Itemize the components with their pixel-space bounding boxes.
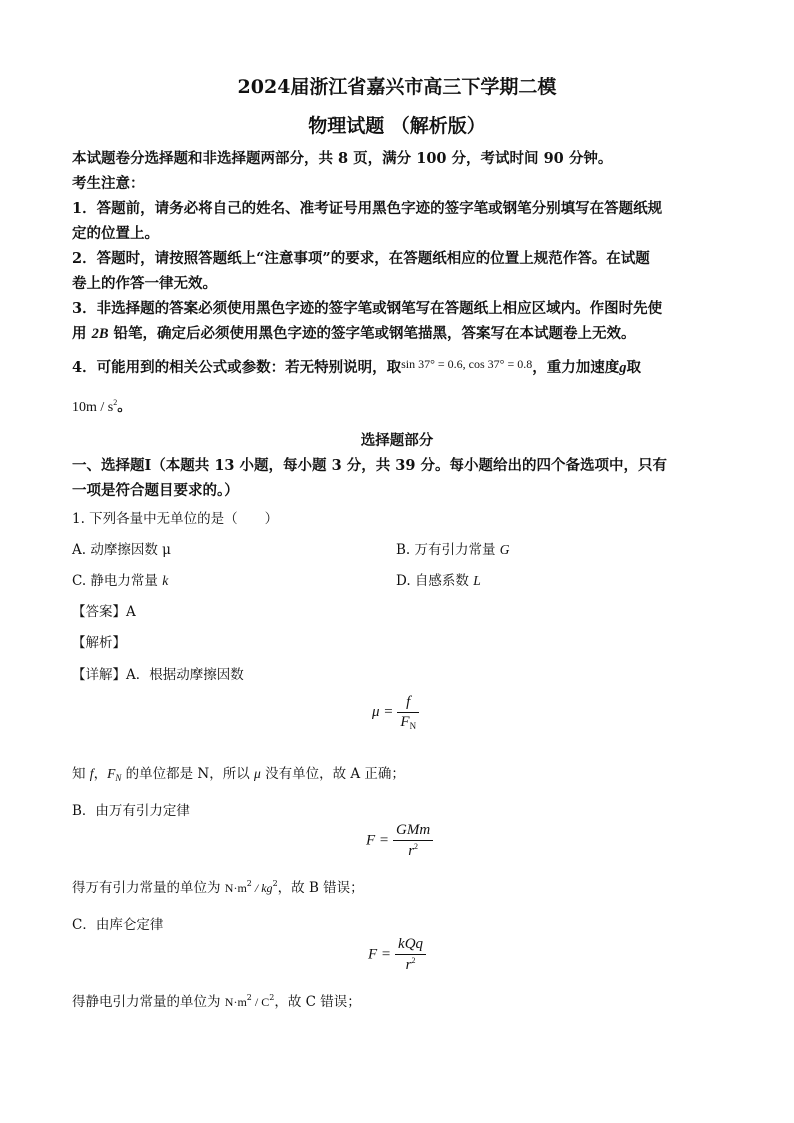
option-a: A. 动摩擦因数 μ xyxy=(72,542,171,558)
coulomb-denominator-symbol: r xyxy=(405,957,412,973)
symbol-f: f xyxy=(89,766,94,781)
coulomb-formula xyxy=(368,936,426,974)
symbol-F-subscript: N xyxy=(115,773,122,783)
instruction-2a: 2．答题时，请按照答题纸上“注意事项”的要求，在答题纸相应的位置上规范作答。在试题 xyxy=(72,250,650,267)
gravitation-denominator xyxy=(393,841,433,860)
answer-value: A xyxy=(126,604,136,620)
gravitation-numerator: GMm xyxy=(393,822,433,841)
instruction-4-pre: 4．可能用到的相关公式或参数：若无特别说明，取 xyxy=(72,359,402,376)
part1-heading-a: 一、选择题Ⅰ（本题共 13 小题，每小题 3 分，共 39 分。每小题给出的四个备选项中，只有 xyxy=(72,457,668,474)
gravitation-unit-mass-exponent: 2 xyxy=(272,879,278,888)
part1-heading-b: 一项是符合题目要求的。） xyxy=(72,482,239,499)
question-stem: 1. 下列各量中无单位的是（ ） xyxy=(72,511,279,527)
instruction-3a: 3．非选择题的答案必须使用黑色字迹的签字笔或钢笔写在答题纸上相应区域内。作图时先使 xyxy=(72,300,663,317)
symbol-mu: μ xyxy=(254,766,261,781)
answer-label: 【答案】 xyxy=(72,604,126,620)
explanation-a-sep: ， xyxy=(93,766,108,782)
instruction-4-post: 取 xyxy=(626,359,641,376)
gravity-value xyxy=(72,395,132,416)
explanation-a-post: 没有单位，故 A 正确； xyxy=(260,766,405,782)
instruction-3b xyxy=(72,322,636,343)
instruction-4-mid: ，重力加速度 xyxy=(532,359,620,376)
pencil-grade: 2B xyxy=(91,326,109,342)
option-c-symbol: k xyxy=(162,573,169,588)
answer-line xyxy=(72,600,136,620)
explanation-b-result xyxy=(72,876,364,896)
friction-denominator-symbol: F xyxy=(400,714,410,730)
coulomb-formula-lhs: F = xyxy=(368,946,392,963)
detail-line: 【详解】A．根据动摩擦因数 xyxy=(72,667,244,683)
instruction-3b-post: 铅笔，确定后必须使用黑色字迹的签字笔或钢笔描黑，答案写在本试题卷上无效。 xyxy=(108,325,636,342)
document-title: 2024届浙江省嘉兴市高三下学期二模 xyxy=(237,76,557,98)
option-b-symbol: G xyxy=(499,542,510,557)
instruction-2b: 卷上的作答一律无效。 xyxy=(72,275,217,292)
intro-line: 本试题卷分选择题和非选择题两部分，共 8 页，满分 100 分，考试时间 90 分钟。 xyxy=(72,150,613,167)
gravitation-fraction xyxy=(393,822,433,860)
explanation-c-result xyxy=(72,990,361,1010)
coulomb-unit: N·m xyxy=(224,995,247,1009)
option-b-label: B. 万有引力常量 xyxy=(396,542,500,558)
gravity-unit: 10m / s xyxy=(72,400,114,415)
notice-heading: 考生注意： xyxy=(72,175,145,192)
coulomb-denominator-exponent: 2 xyxy=(411,956,416,965)
instruction-1b: 定的位置上。 xyxy=(72,225,159,242)
gravity-symbol: g xyxy=(619,360,627,376)
gravitation-denominator-exponent: 2 xyxy=(414,842,419,851)
coulomb-unit-charge: / C xyxy=(251,995,270,1009)
symbol-F: F xyxy=(107,766,116,781)
instruction-4-end: 。 xyxy=(117,399,132,415)
friction-denominator-subscript: N xyxy=(409,721,417,731)
document-subtitle: 物理试题 （解析版） xyxy=(308,115,486,137)
explanation-a-mid: 的单位都是 N，所以 xyxy=(121,766,255,782)
gravitation-formula-lhs: F = xyxy=(366,832,390,849)
friction-denominator xyxy=(397,713,419,731)
friction-fraction xyxy=(397,694,419,731)
coulomb-unit-charge-exponent: 2 xyxy=(269,993,275,1002)
instruction-4 xyxy=(72,356,641,377)
coulomb-unit-exponent: 2 xyxy=(246,993,252,1002)
explanation-a-pre: 知 xyxy=(72,766,90,782)
coulomb-denominator xyxy=(395,955,426,974)
friction-formula-lhs: μ = xyxy=(372,703,394,720)
friction-formula xyxy=(372,694,419,731)
explanation-c-result-pre: 得静电引力常量的单位为 xyxy=(72,994,225,1010)
gravitation-formula xyxy=(366,822,433,860)
section-heading: 选择题部分 xyxy=(360,432,434,449)
option-d xyxy=(396,569,481,589)
gravity-unit-exponent: 2 xyxy=(113,398,118,407)
instruction-3b-pre: 用 xyxy=(72,325,92,342)
gravitation-unit-mass: / kg xyxy=(251,881,273,895)
explanation-b-result-pre: 得万有引力常量的单位为 xyxy=(72,880,225,896)
option-c-label: C. 静电力常量 xyxy=(72,573,163,589)
option-c xyxy=(72,569,168,589)
trig-values: sin 37° = 0.6, cos 37° = 0.8 xyxy=(401,357,533,371)
coulomb-numerator: kQq xyxy=(395,936,426,955)
explanation-b-heading: B．由万有引力定律 xyxy=(72,803,190,819)
analysis-label: 【解析】 xyxy=(72,635,126,651)
explanation-c-result-post: ，故 C 错误； xyxy=(274,994,361,1010)
option-d-label: D. 自感系数 xyxy=(396,573,474,589)
coulomb-fraction xyxy=(395,936,426,974)
explanation-a xyxy=(72,762,405,783)
gravitation-unit-exponent: 2 xyxy=(246,879,252,888)
explanation-b-result-post: ，故 B 错误； xyxy=(277,880,364,896)
option-d-symbol: L xyxy=(473,573,481,588)
friction-numerator: f xyxy=(397,694,419,713)
explanation-c-heading: C．由库仑定律 xyxy=(72,917,164,933)
instruction-1a: 1．答题前，请务必将自己的姓名、准考证号用黑色字迹的签字笔或钢笔分别填写在答题纸规 xyxy=(72,200,663,217)
gravitation-unit: N·m xyxy=(224,881,247,895)
gravitation-denominator-symbol: r xyxy=(408,843,415,859)
option-b xyxy=(396,538,510,558)
